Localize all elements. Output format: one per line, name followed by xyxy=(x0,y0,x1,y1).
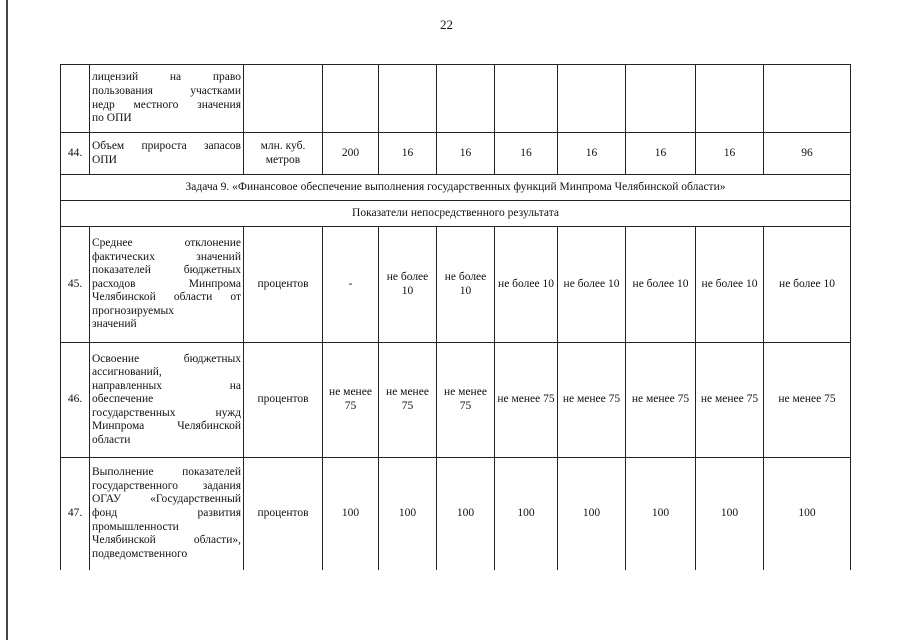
value-cell: 100 xyxy=(437,458,495,570)
value-cell xyxy=(323,65,379,133)
value-cell xyxy=(495,65,558,133)
value-cell xyxy=(379,65,437,133)
value-cell: 16 xyxy=(696,133,764,175)
value-cell: не более 10 xyxy=(495,227,558,343)
value-cell: не более 10 xyxy=(764,227,851,343)
task-heading: Задача 9. «Финансовое обеспечение выполнения государственных функций Минпрома Челябинской области» xyxy=(61,175,851,201)
value-cell xyxy=(626,65,696,133)
name-line: области xyxy=(92,433,131,446)
name-line: Челябинской области», xyxy=(92,534,241,547)
unit-cell: процентов xyxy=(244,343,323,458)
indicator-name-cell xyxy=(90,343,244,458)
indicator-name-cell xyxy=(90,227,244,343)
value-cell: 100 xyxy=(495,458,558,570)
value-cell: не менее 75 xyxy=(558,343,626,458)
value-cell: не более 10 xyxy=(379,227,437,343)
value-cell: 100 xyxy=(696,458,764,570)
section-row xyxy=(61,201,851,227)
value-cell: не более 10 xyxy=(558,227,626,343)
name-line: значений xyxy=(92,318,137,331)
name-line: показателей бюджетных xyxy=(92,264,241,277)
name-line: Челябинской области от xyxy=(92,291,241,304)
indicator-name-cell xyxy=(90,65,244,133)
name-line: Выполнение показателей xyxy=(92,466,241,479)
row-number-cell: 46. xyxy=(61,343,90,458)
value-cell: 16 xyxy=(495,133,558,175)
name-line: Среднее отклонение xyxy=(92,237,241,250)
value-cell: 16 xyxy=(379,133,437,175)
name-line: фактических значений xyxy=(92,250,241,263)
value-cell: 96 xyxy=(764,133,851,175)
value-cell: не менее 75 xyxy=(379,343,437,458)
value-cell: не менее 75 xyxy=(437,343,495,458)
name-line: лицензий на право xyxy=(92,71,241,84)
task-row xyxy=(61,175,851,201)
section-heading: Показатели непосредственного результата xyxy=(61,201,851,227)
unit-cell: млн. куб. метров xyxy=(244,133,323,175)
value-cell: не более 10 xyxy=(696,227,764,343)
value-cell xyxy=(437,65,495,133)
name-line: ассигнований, xyxy=(92,366,162,379)
table-row xyxy=(61,65,851,133)
name-line: направленных на xyxy=(92,379,241,392)
value-cell: не менее 75 xyxy=(764,343,851,458)
name-line: промышленности xyxy=(92,520,179,533)
row-number-cell xyxy=(61,65,90,133)
name-line: государственных нужд xyxy=(92,406,241,419)
value-cell: 16 xyxy=(437,133,495,175)
name-line: Объем прироста запасов xyxy=(92,139,241,152)
table-row xyxy=(61,458,851,570)
name-line: ОПИ xyxy=(92,153,117,166)
unit-cell: процентов xyxy=(244,458,323,570)
value-cell: не менее 75 xyxy=(495,343,558,458)
table-row xyxy=(61,227,851,343)
row-number-cell: 45. xyxy=(61,227,90,343)
name-line: ОГАУ «Государственный xyxy=(92,493,241,506)
value-cell: 100 xyxy=(323,458,379,570)
indicator-name-cell xyxy=(90,458,244,570)
table-row xyxy=(61,343,851,458)
indicator-name-cell xyxy=(90,133,244,175)
value-cell: не более 10 xyxy=(437,227,495,343)
value-cell: 100 xyxy=(626,458,696,570)
name-line: Минпрома Челябинской xyxy=(92,420,241,433)
value-cell: 200 xyxy=(323,133,379,175)
value-cell: 100 xyxy=(764,458,851,570)
value-cell: 100 xyxy=(379,458,437,570)
value-cell xyxy=(558,65,626,133)
value-cell: не менее 75 xyxy=(626,343,696,458)
table-row xyxy=(61,133,851,175)
value-cell: не менее 75 xyxy=(323,343,379,458)
name-line: прогнозируемых xyxy=(92,304,175,317)
row-number-cell: 44. xyxy=(61,133,90,175)
name-line: пользования участками xyxy=(92,84,241,97)
name-line: фонд развития xyxy=(92,506,241,519)
name-line: Освоение бюджетных xyxy=(92,352,241,365)
value-cell: не более 10 xyxy=(626,227,696,343)
value-cell: не менее 75 xyxy=(696,343,764,458)
value-cell: 16 xyxy=(626,133,696,175)
value-cell: - xyxy=(323,227,379,343)
row-number-cell: 47. xyxy=(61,458,90,570)
name-line: расходов Минпрома xyxy=(92,277,241,290)
value-cell: 16 xyxy=(558,133,626,175)
value-cell xyxy=(696,65,764,133)
name-line: государственного задания xyxy=(92,479,241,492)
name-line: по ОПИ xyxy=(92,112,132,125)
page-number: 22 xyxy=(440,17,453,32)
unit-cell xyxy=(244,65,323,133)
name-line: недр местного значения xyxy=(92,98,241,111)
page-edge-line xyxy=(6,0,8,640)
value-cell: 100 xyxy=(558,458,626,570)
value-cell xyxy=(764,65,851,133)
name-line: обеспечение xyxy=(92,393,154,406)
indicators-table xyxy=(60,64,851,570)
name-line: подведомственного xyxy=(92,547,188,560)
unit-cell: процентов xyxy=(244,227,323,343)
